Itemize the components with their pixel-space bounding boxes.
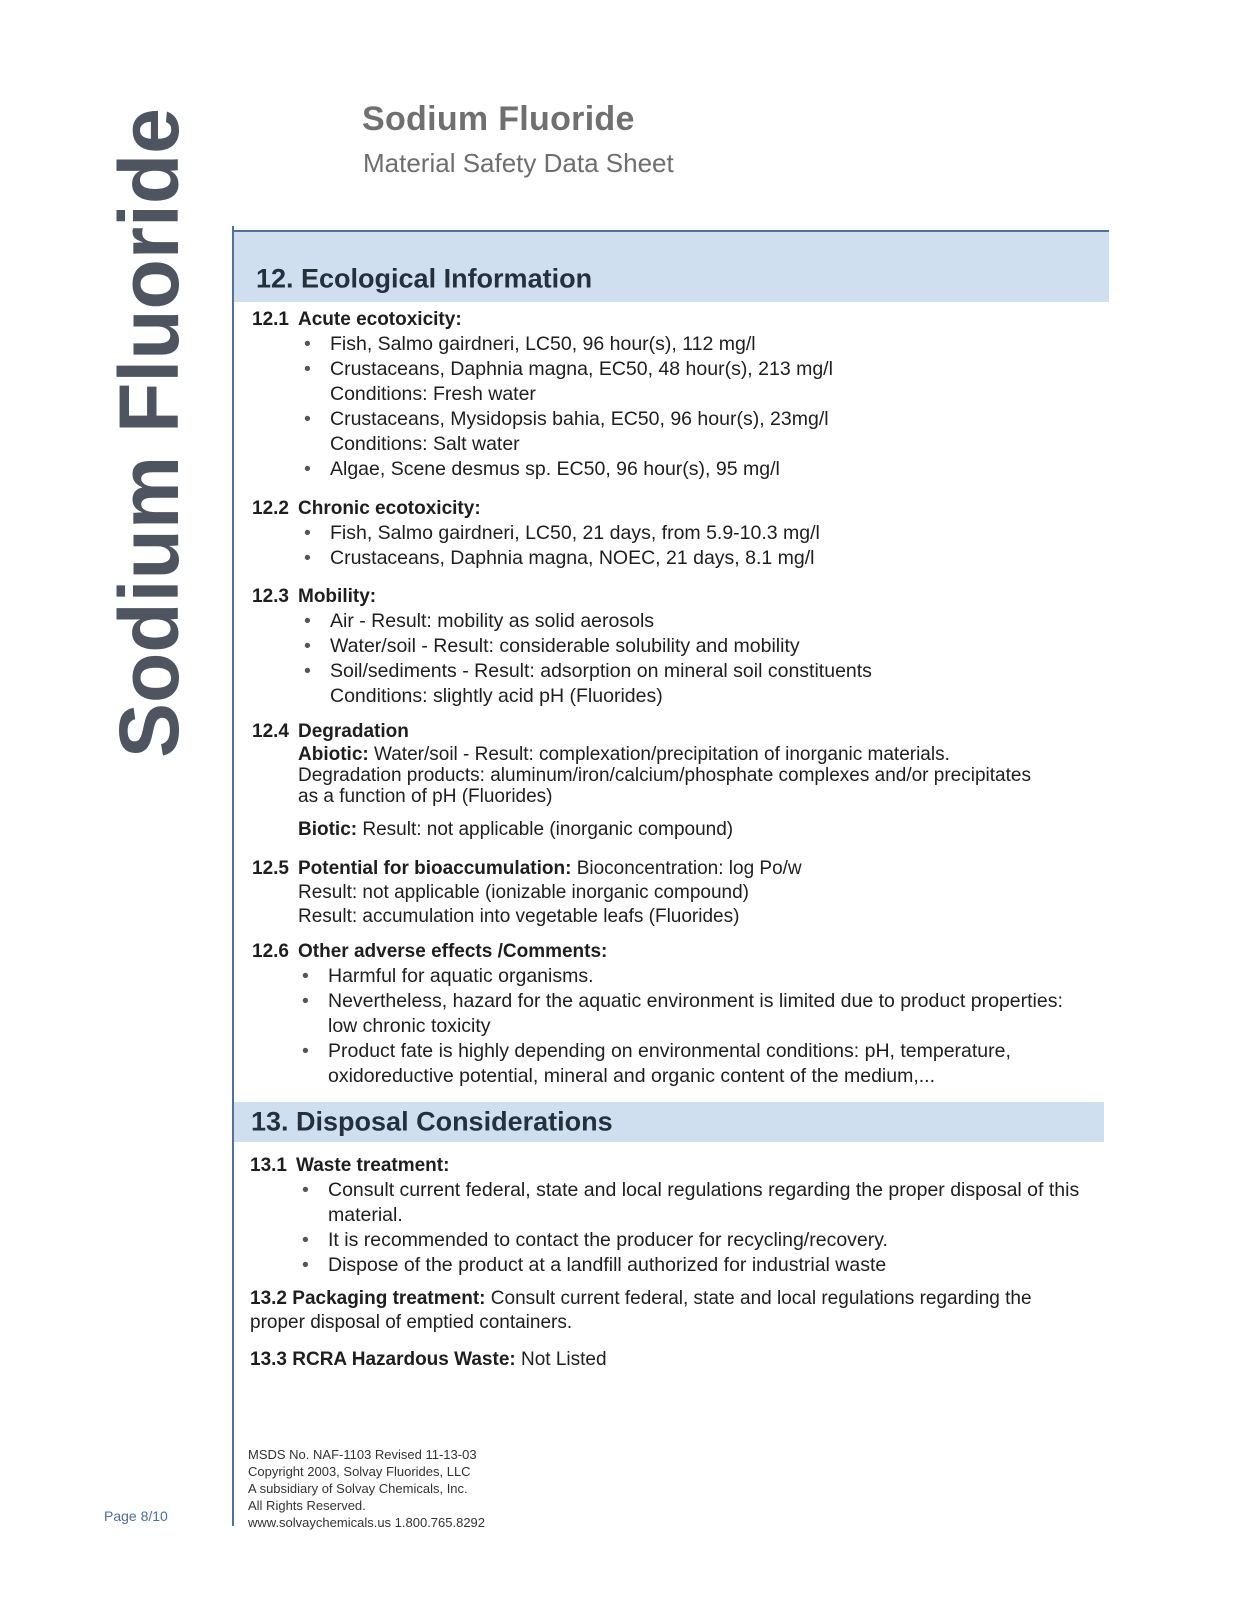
section-title: Packaging treatment:	[292, 1288, 486, 1309]
sidebar-vertical-title-text: Sodium Fluoride	[102, 95, 196, 758]
section-title: Potential for bioaccumulation:	[298, 858, 572, 879]
section-number: 12.4	[252, 721, 289, 742]
footer-line: All Rights Reserved.	[248, 1498, 366, 1513]
sidebar-vertical-title	[102, 95, 196, 758]
section-12-6	[252, 940, 1092, 1089]
conditions-text: Conditions: Fresh water	[330, 383, 536, 405]
section-12-heading: 12. Ecological Information	[256, 263, 593, 294]
list-item: • Air - Result: mobility as solid aerosols	[330, 609, 1092, 634]
section-number: 13.3	[250, 1349, 287, 1370]
section-text: Consult current federal, state and local regulations regarding the proper disposal of emptied containers.	[250, 1288, 1032, 1333]
section-12-2	[252, 497, 1092, 571]
list-item: • Product fate is highly depending on environmental conditions: pH, temperature, oxidoreductive potential, mineral and organic content of the medium,...	[328, 1039, 1092, 1089]
footer-line: MSDS No. NAF-1103 Revised 11-13-03	[248, 1447, 477, 1462]
abiotic-text: Water/soil - Result: complexation/precipitation of inorganic materials.	[374, 744, 950, 765]
degradation-text: Degradation products: aluminum/iron/calcium/phosphate complexes and/or precipitates	[298, 765, 1031, 786]
conditions-text: Conditions: slightly acid pH (Fluorides)	[330, 685, 663, 707]
section-number: 12.5	[252, 858, 289, 879]
list-item: • Crustaceans, Mysidopsis bahia, EC50, 96 hour(s), 23mg/l Conditions: Salt water	[330, 407, 1092, 457]
section-12-4	[252, 720, 1092, 840]
biotic-text: Result: not applicable (inorganic compound)	[362, 819, 734, 840]
list-item: • Water/soil - Result: considerable solubility and mobility	[330, 634, 1092, 659]
degradation-text: as a function of pH (Fluorides)	[298, 786, 553, 807]
section-number: 12.1	[252, 309, 289, 330]
page-number: Page 8/10	[104, 1508, 168, 1524]
abiotic-label: Abiotic:	[298, 744, 369, 765]
section-13-1	[250, 1154, 1090, 1278]
list-item: • Nevertheless, hazard for the aquatic environment is limited due to product properties: low chronic toxicity	[328, 989, 1092, 1039]
list-item: • Dispose of the product at a landfill authorized for industrial waste	[328, 1253, 1090, 1278]
section-title: Waste treatment:	[296, 1155, 450, 1176]
list-item: • Crustaceans, Daphnia magna, EC50, 48 hour(s), 213 mg/l Conditions: Fresh water	[330, 357, 1092, 407]
section-title: Other adverse effects /Comments:	[298, 941, 608, 962]
section-12-5	[252, 857, 1092, 929]
section-13-3	[250, 1348, 1090, 1372]
section-title: Acute ecotoxicity:	[298, 309, 462, 330]
section-number: 12.3	[252, 586, 289, 607]
section-number: 12.6	[252, 941, 289, 962]
footer-line: Copyright 2003, Solvay Fluorides, LLC	[248, 1464, 471, 1479]
list-item: • Algae, Scene desmus sp. EC50, 96 hour(s), 95 mg/l	[330, 457, 1092, 482]
section-number: 13.1	[250, 1155, 287, 1176]
footer-line: www.solvaychemicals.us 1.800.765.8292	[248, 1515, 486, 1530]
footer	[248, 1446, 485, 1531]
section-title: Degradation	[298, 721, 409, 742]
section-title: RCRA Hazardous Waste:	[292, 1349, 516, 1370]
document-title: Sodium Fluoride	[362, 100, 635, 138]
section-13-2	[250, 1287, 1080, 1335]
footer-line: A subsidiary of Solvay Chemicals, Inc.	[248, 1481, 468, 1496]
conditions-text: Conditions: Salt water	[330, 433, 520, 455]
list-item: • Crustaceans, Daphnia magna, NOEC, 21 days, 8.1 mg/l	[330, 546, 1092, 571]
biotic-label: Biotic:	[298, 819, 358, 840]
list-item: • Consult current federal, state and local regulations regarding the proper disposal of this material.	[328, 1178, 1090, 1228]
list-item: • It is recommended to contact the producer for recycling/recovery.	[328, 1228, 1090, 1253]
section-number: 12.2	[252, 498, 289, 519]
section-number: 13.2	[250, 1288, 287, 1309]
section-12-3	[252, 585, 1092, 709]
section-text: Result: accumulation into vegetable leafs (Fluorides)	[298, 906, 740, 927]
section-13-header	[234, 1102, 1104, 1142]
list-item: • Soil/sediments - Result: adsorption on mineral soil constituents Conditions: slightly acid pH (Fluorides)	[330, 659, 1092, 709]
section-text: Result: not applicable (ionizable inorganic compound)	[298, 882, 749, 903]
list-item: • Fish, Salmo gairdneri, LC50, 21 days, from 5.9-10.3 mg/l	[330, 521, 1092, 546]
section-12-header	[234, 232, 1109, 302]
section-text: Bioconcentration: log Po/w	[576, 858, 802, 879]
section-title: Chronic ecotoxicity:	[298, 498, 481, 519]
list-item: • Fish, Salmo gairdneri, LC50, 96 hour(s), 112 mg/l	[330, 332, 1092, 357]
list-item: • Harmful for aquatic organisms.	[328, 964, 1092, 989]
section-text: Not Listed	[521, 1349, 607, 1370]
section-13-heading: 13. Disposal Considerations	[251, 1106, 613, 1137]
section-12-1	[252, 308, 1092, 482]
left-rule	[232, 226, 234, 1526]
section-title: Mobility:	[298, 586, 377, 607]
document-subtitle: Material Safety Data Sheet	[363, 148, 674, 178]
